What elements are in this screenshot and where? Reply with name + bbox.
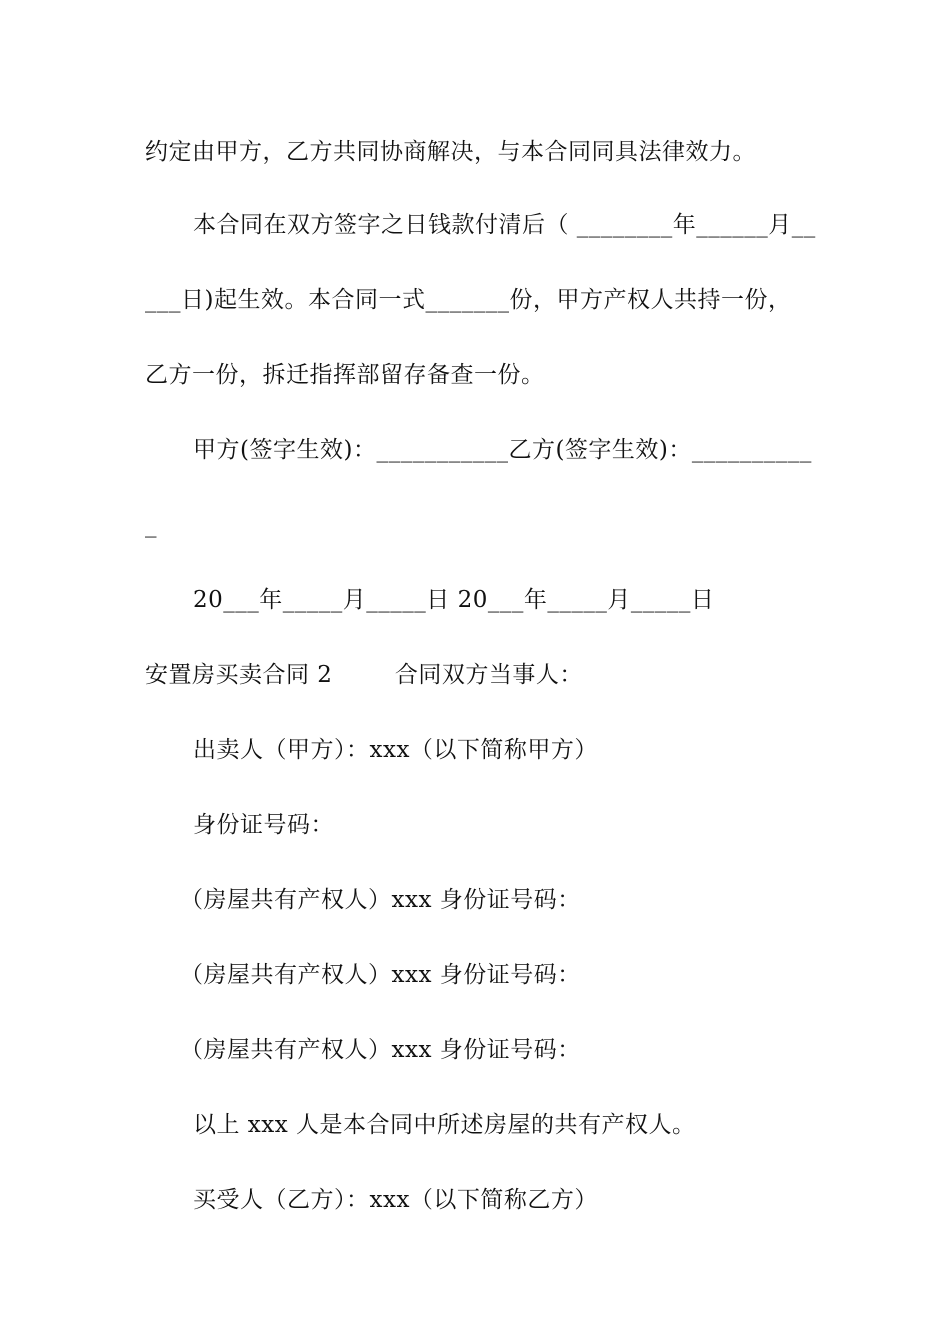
signature-line-continuation: _ [145,512,157,538]
buyer-line: 买受人（乙方）：xxx（以下简称乙方） [193,1187,598,1213]
co-owner-line: （房屋共有产权人）xxx 身份证号码： [180,1037,581,1063]
seller-line: 出卖人（甲方）：xxx（以下简称甲方） [193,737,598,763]
paragraph-line: ___日)起生效。本合同一式_______份，甲方产权人共持一份， [145,287,792,313]
date-line: 20___年_____月_____日 20___年_____月_____日 [193,587,715,613]
co-owner-line: （房屋共有产权人）xxx 身份证号码： [180,887,581,913]
id-number-line: 身份证号码： [193,812,334,838]
paragraph-line: 约定由甲方，乙方共同协商解决，与本合同同具法律效力。 [145,139,756,165]
paragraph-line: 乙方一份，拆迁指挥部留存备查一份。 [145,362,545,388]
co-owner-line: （房屋共有产权人）xxx 身份证号码： [180,962,581,988]
signature-line: 甲方(签字生效)：___________乙方(签字生效)：__________ [193,437,812,463]
section-heading: 安置房买卖合同 2 合同双方当事人： [145,662,583,688]
co-owner-summary-line: 以上 xxx 人是本合同中所述房屋的共有产权人。 [193,1112,696,1138]
paragraph-line: 本合同在双方签字之日钱款付清后（ ________年______月__ [193,212,816,238]
